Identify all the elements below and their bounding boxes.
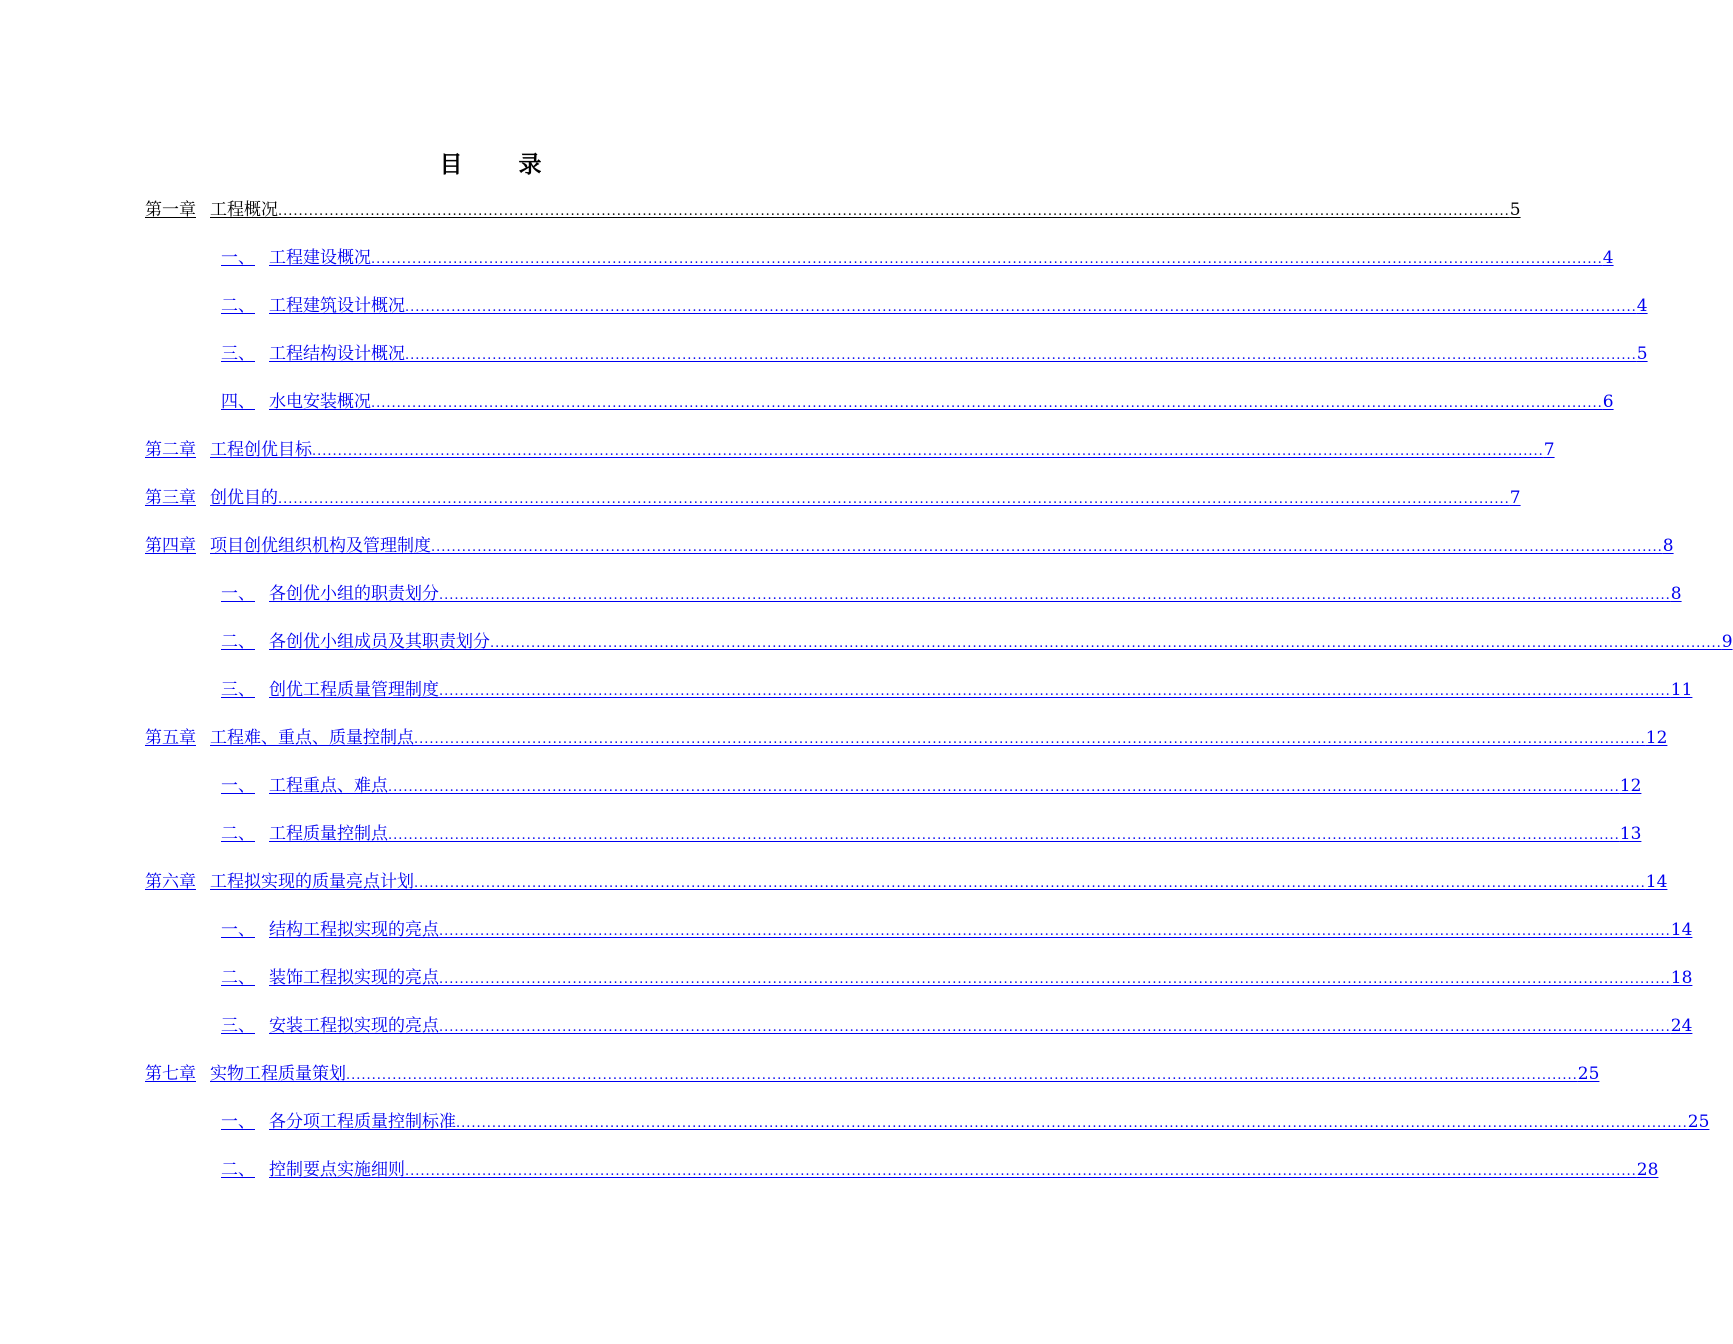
toc-entry-text: 控制要点实施细则: [269, 1160, 405, 1180]
toc-entry-label: [221, 916, 439, 944]
toc-page-number: 24: [1670, 1016, 1693, 1036]
toc-page-number: 11: [1670, 680, 1693, 700]
toc-entry[interactable]: [221, 772, 1642, 800]
toc-entry-number: 二、: [221, 296, 255, 316]
toc-page-number: 8: [1662, 536, 1674, 556]
toc-entry-label: [221, 676, 439, 704]
toc-page-number: 8: [1670, 584, 1682, 604]
toc-entry[interactable]: [221, 292, 1648, 320]
toc-entry-text: 工程创优目标: [210, 440, 312, 460]
toc-dot-leader: ................................................................................................................................................................................................................................................: [312, 444, 1544, 459]
toc-entry-text: 各创优小组成员及其职责划分: [269, 632, 490, 652]
toc-dot-leader: ................................................................................................................................................................................................................................................: [414, 876, 1646, 891]
toc-entry-number: 三、: [221, 680, 255, 700]
toc-dot-leader: ................................................................................................................................................................................................................................................: [346, 1068, 1578, 1083]
toc-page-number: 13: [1619, 824, 1642, 844]
toc-entry-label: [221, 388, 371, 416]
toc-page-number: 6: [1602, 392, 1614, 412]
toc-entry[interactable]: [145, 436, 1555, 464]
toc-entry-label: [221, 964, 439, 992]
toc-entry-number: 一、: [221, 776, 255, 796]
toc-entry[interactable]: [221, 676, 1693, 704]
toc-entry-label: [145, 868, 414, 896]
toc-page-number: 4: [1602, 248, 1614, 268]
toc-page-number: 4: [1636, 296, 1648, 316]
toc-dot-leader: ................................................................................................................................................................................................................................................: [439, 684, 1671, 699]
toc-dot-leader: ................................................................................................................................................................................................................................................: [405, 1164, 1637, 1179]
toc-dot-leader: ................................................................................................................................................................................................................................................: [388, 828, 1620, 843]
toc-entry-text: 工程难、重点、质量控制点: [210, 728, 414, 748]
toc-entry[interactable]: [221, 1156, 1659, 1184]
toc-entry-text: 工程质量控制点: [269, 824, 388, 844]
toc-entry-text: 各创优小组的职责划分: [269, 584, 439, 604]
toc-dot-leader: ................................................................................................................................................................................................................................................: [490, 636, 1722, 651]
toc-entry[interactable]: [145, 196, 1521, 224]
toc-entry-text: 项目创优组织机构及管理制度: [210, 536, 431, 556]
toc-page-number: 5: [1636, 344, 1648, 364]
toc-dot-leader: ................................................................................................................................................................................................................................................: [405, 300, 1637, 315]
toc-page-number: 7: [1509, 488, 1521, 508]
toc-entry-label: [145, 436, 312, 464]
toc-entry-number: 一、: [221, 920, 255, 940]
toc-entry-number: 第五章: [145, 728, 196, 748]
toc-entry-number: 三、: [221, 344, 255, 364]
toc-dot-leader: ................................................................................................................................................................................................................................................: [439, 588, 1671, 603]
toc-entry-label: [221, 820, 388, 848]
toc-dot-leader: ................................................................................................................................................................................................................................................: [371, 252, 1603, 267]
toc-page-number: 28: [1636, 1160, 1659, 1180]
toc-entry-label: [221, 628, 490, 656]
toc-entry-number: 一、: [221, 584, 255, 604]
toc-page-number: 14: [1670, 920, 1693, 940]
toc-entry[interactable]: [221, 916, 1693, 944]
toc-page-number: 5: [1509, 200, 1521, 220]
toc-entry-number: 一、: [221, 248, 255, 268]
toc-page-number: 12: [1619, 776, 1642, 796]
toc-entry[interactable]: [145, 484, 1521, 512]
toc-entry-text: 工程拟实现的质量亮点计划: [210, 872, 414, 892]
toc-entry[interactable]: [221, 964, 1693, 992]
toc-entry-number: 一、: [221, 1112, 255, 1132]
toc-entry[interactable]: [145, 868, 1668, 896]
toc-entry-text: 各分项工程质量控制标准: [269, 1112, 456, 1132]
toc-entry[interactable]: [221, 1108, 1710, 1136]
toc-entry-text: 创优工程质量管理制度: [269, 680, 439, 700]
toc-entry[interactable]: [221, 1012, 1693, 1040]
toc-dot-leader: ................................................................................................................................................................................................................................................: [388, 780, 1620, 795]
toc-entry-label: [221, 340, 405, 368]
toc-entry[interactable]: [221, 244, 1614, 272]
toc-dot-leader: ................................................................................................................................................................................................................................................: [456, 1116, 1688, 1131]
toc-entry-number: 第六章: [145, 872, 196, 892]
toc-dot-leader: ................................................................................................................................................................................................................................................: [439, 972, 1671, 987]
toc-entry-text: 工程概况: [210, 200, 278, 220]
toc-dot-leader: ................................................................................................................................................................................................................................................: [405, 348, 1637, 363]
toc-page-number: 12: [1645, 728, 1668, 748]
toc-entry-number: 二、: [221, 968, 255, 988]
toc-entry-text: 实物工程质量策划: [210, 1064, 346, 1084]
toc-dot-leader: ................................................................................................................................................................................................................................................: [431, 540, 1663, 555]
toc-entry-text: 创优目的: [210, 488, 278, 508]
toc-page-number: 9: [1721, 632, 1733, 652]
toc-entry-label: [145, 484, 278, 512]
toc-entry-text: 工程建筑设计概况: [269, 296, 405, 316]
toc-entry-number: 第二章: [145, 440, 196, 460]
toc-dot-leader: ................................................................................................................................................................................................................................................: [439, 924, 1671, 939]
toc-entry-number: 四、: [221, 392, 255, 412]
toc-entry-number: 第七章: [145, 1064, 196, 1084]
toc-page-number: 25: [1577, 1064, 1600, 1084]
toc-page-number: 18: [1670, 968, 1693, 988]
toc-dot-leader: ................................................................................................................................................................................................................................................: [278, 204, 1510, 219]
toc-dot-leader: ................................................................................................................................................................................................................................................: [371, 396, 1603, 411]
toc-entry-number: 三、: [221, 1016, 255, 1036]
toc-page-number: 7: [1543, 440, 1555, 460]
toc-entry-label: [221, 1108, 456, 1136]
toc-entry[interactable]: [145, 1060, 1600, 1088]
toc-entry-text: 结构工程拟实现的亮点: [269, 920, 439, 940]
toc-entry-text: 工程建设概况: [269, 248, 371, 268]
toc-entry-number: 二、: [221, 1160, 255, 1180]
toc-entry-label: [221, 1012, 439, 1040]
toc-entry-label: [221, 292, 405, 320]
toc-entry[interactable]: [221, 340, 1648, 368]
toc-dot-leader: ................................................................................................................................................................................................................................................: [278, 492, 1510, 507]
toc-entry-number: 第四章: [145, 536, 196, 556]
toc-entry-text: 装饰工程拟实现的亮点: [269, 968, 439, 988]
toc-entry-label: [145, 724, 414, 752]
toc-title: 目 录: [439, 151, 566, 178]
toc-entry-number: 第三章: [145, 488, 196, 508]
toc-entry-label: [221, 580, 439, 608]
toc-entry-label: [145, 196, 278, 224]
toc-entry-label: [145, 1060, 346, 1088]
toc-entry-text: 工程结构设计概况: [269, 344, 405, 364]
toc-entry-number: 第一章: [145, 200, 196, 220]
toc-entry-number: 二、: [221, 632, 255, 652]
toc-dot-leader: ................................................................................................................................................................................................................................................: [414, 732, 1646, 747]
toc-entry-label: [221, 244, 371, 272]
toc-dot-leader: ................................................................................................................................................................................................................................................: [439, 1020, 1671, 1035]
toc-entry-text: 安装工程拟实现的亮点: [269, 1016, 439, 1036]
toc-entry-text: 工程重点、难点: [269, 776, 388, 796]
toc-entry[interactable]: [221, 820, 1642, 848]
toc-entry-label: [221, 772, 388, 800]
toc-entry[interactable]: [221, 628, 1733, 656]
toc-page-number: 25: [1687, 1112, 1710, 1132]
toc-entry-label: [221, 1156, 405, 1184]
toc-entry[interactable]: [221, 580, 1682, 608]
toc-entry-number: 二、: [221, 824, 255, 844]
toc-entry[interactable]: [221, 388, 1614, 416]
toc-entry-label: [145, 532, 431, 560]
toc-entry-text: 水电安装概况: [269, 392, 371, 412]
toc-page-number: 14: [1645, 872, 1668, 892]
toc-entry[interactable]: [145, 724, 1668, 752]
toc-entry[interactable]: [145, 532, 1674, 560]
